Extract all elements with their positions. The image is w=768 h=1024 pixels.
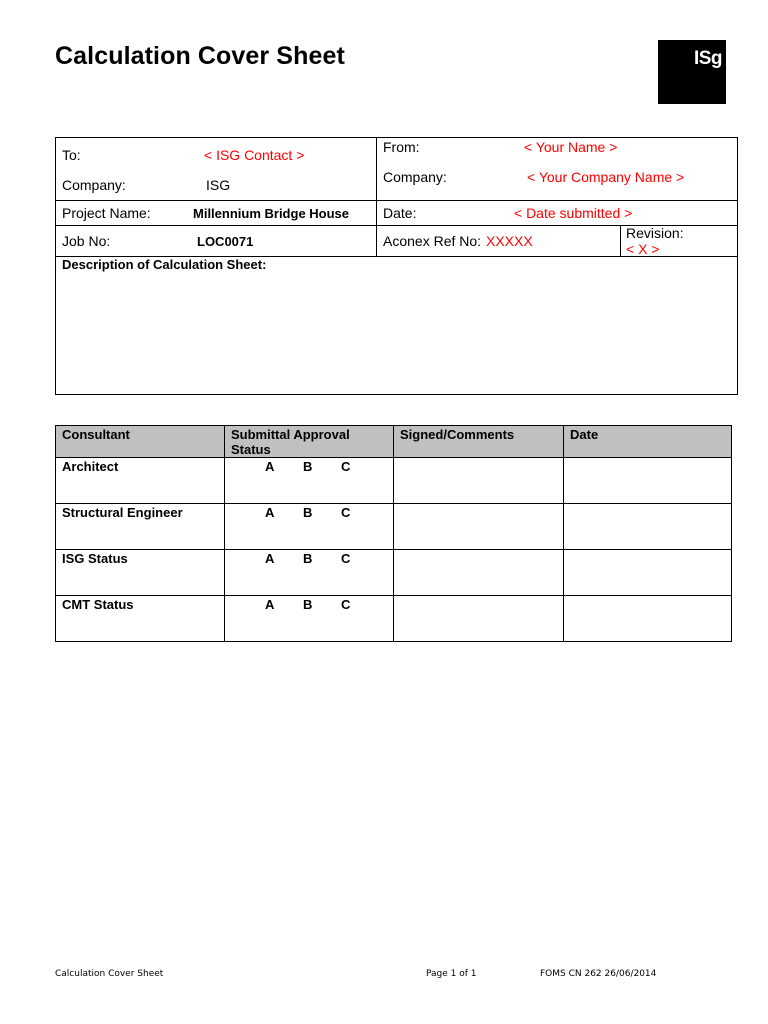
table-row xyxy=(56,458,732,504)
description-label: Description of Calculation Sheet: xyxy=(62,257,267,272)
consultant-cell: Architect xyxy=(56,458,225,504)
job-no-label: Job No: xyxy=(62,233,111,249)
date-cell xyxy=(564,596,732,642)
header-consultant: Consultant xyxy=(56,426,225,458)
aconex-ref-value: XXXXX xyxy=(486,233,533,249)
status-option-b: B xyxy=(303,551,313,566)
company-label: Company: xyxy=(62,177,126,193)
status-option-b: B xyxy=(303,505,313,520)
status-option-a: A xyxy=(265,551,275,566)
date-cell xyxy=(564,504,732,550)
revision-label: Revision: xyxy=(626,225,684,241)
table-header-row xyxy=(56,426,732,458)
status-cell xyxy=(225,504,394,550)
header-approval-status: Submittal Approval Status xyxy=(225,426,394,458)
date-cell xyxy=(564,550,732,596)
comments-cell xyxy=(394,596,564,642)
status-cell xyxy=(225,550,394,596)
from-value: < Your Name > xyxy=(524,139,618,155)
column-divider xyxy=(620,225,621,256)
date-cell xyxy=(564,458,732,504)
comments-cell xyxy=(394,458,564,504)
status-option-a: A xyxy=(265,597,275,612)
table-row xyxy=(56,504,732,550)
company-value: ISG xyxy=(206,177,231,193)
page-title: Calculation Cover Sheet xyxy=(55,42,345,70)
status-option-c: C xyxy=(341,505,351,520)
header-info-box xyxy=(55,137,738,395)
header-date: Date xyxy=(564,426,732,458)
consultant-cell: Structural Engineer xyxy=(56,504,225,550)
row-divider xyxy=(56,200,737,201)
project-name-value: Millennium Bridge House xyxy=(193,206,350,221)
from-label: From: xyxy=(383,139,420,155)
consultant-cell: ISG Status xyxy=(56,550,225,596)
status-option-b: B xyxy=(303,597,313,612)
status-cell xyxy=(225,458,394,504)
status-option-c: C xyxy=(341,597,351,612)
comments-cell xyxy=(394,504,564,550)
from-company-value: < Your Company Name > xyxy=(527,169,685,185)
comments-cell xyxy=(394,550,564,596)
logo-text: ISg xyxy=(693,48,722,69)
isg-logo xyxy=(658,40,726,104)
status-option-b: B xyxy=(303,459,313,474)
aconex-ref-label: Aconex Ref No: xyxy=(383,233,482,249)
to-value: < ISG Contact > xyxy=(204,147,305,163)
to-label: To: xyxy=(62,147,81,163)
revision-value: < X > xyxy=(626,241,660,257)
footer-document-name: Calculation Cover Sheet xyxy=(55,969,164,979)
status-option-a: A xyxy=(265,505,275,520)
approval-table xyxy=(55,425,732,642)
table-row xyxy=(56,596,732,642)
status-option-c: C xyxy=(341,459,351,474)
date-value: < Date submitted > xyxy=(514,205,633,221)
status-cell xyxy=(225,596,394,642)
header-signed-comments: Signed/Comments xyxy=(394,426,564,458)
job-no-value: LOC0071 xyxy=(197,234,254,249)
status-option-a: A xyxy=(265,459,275,474)
table-row xyxy=(56,550,732,596)
status-option-c: C xyxy=(341,551,351,566)
footer-page-number: Page 1 of 1 xyxy=(426,969,477,979)
consultant-cell: CMT Status xyxy=(56,596,225,642)
from-company-label: Company: xyxy=(383,169,447,185)
date-label: Date: xyxy=(383,205,417,221)
footer-form-ref: FOMS CN 262 26/06/2014 xyxy=(540,969,657,979)
project-name-label: Project Name: xyxy=(62,205,151,221)
column-divider xyxy=(376,138,377,256)
